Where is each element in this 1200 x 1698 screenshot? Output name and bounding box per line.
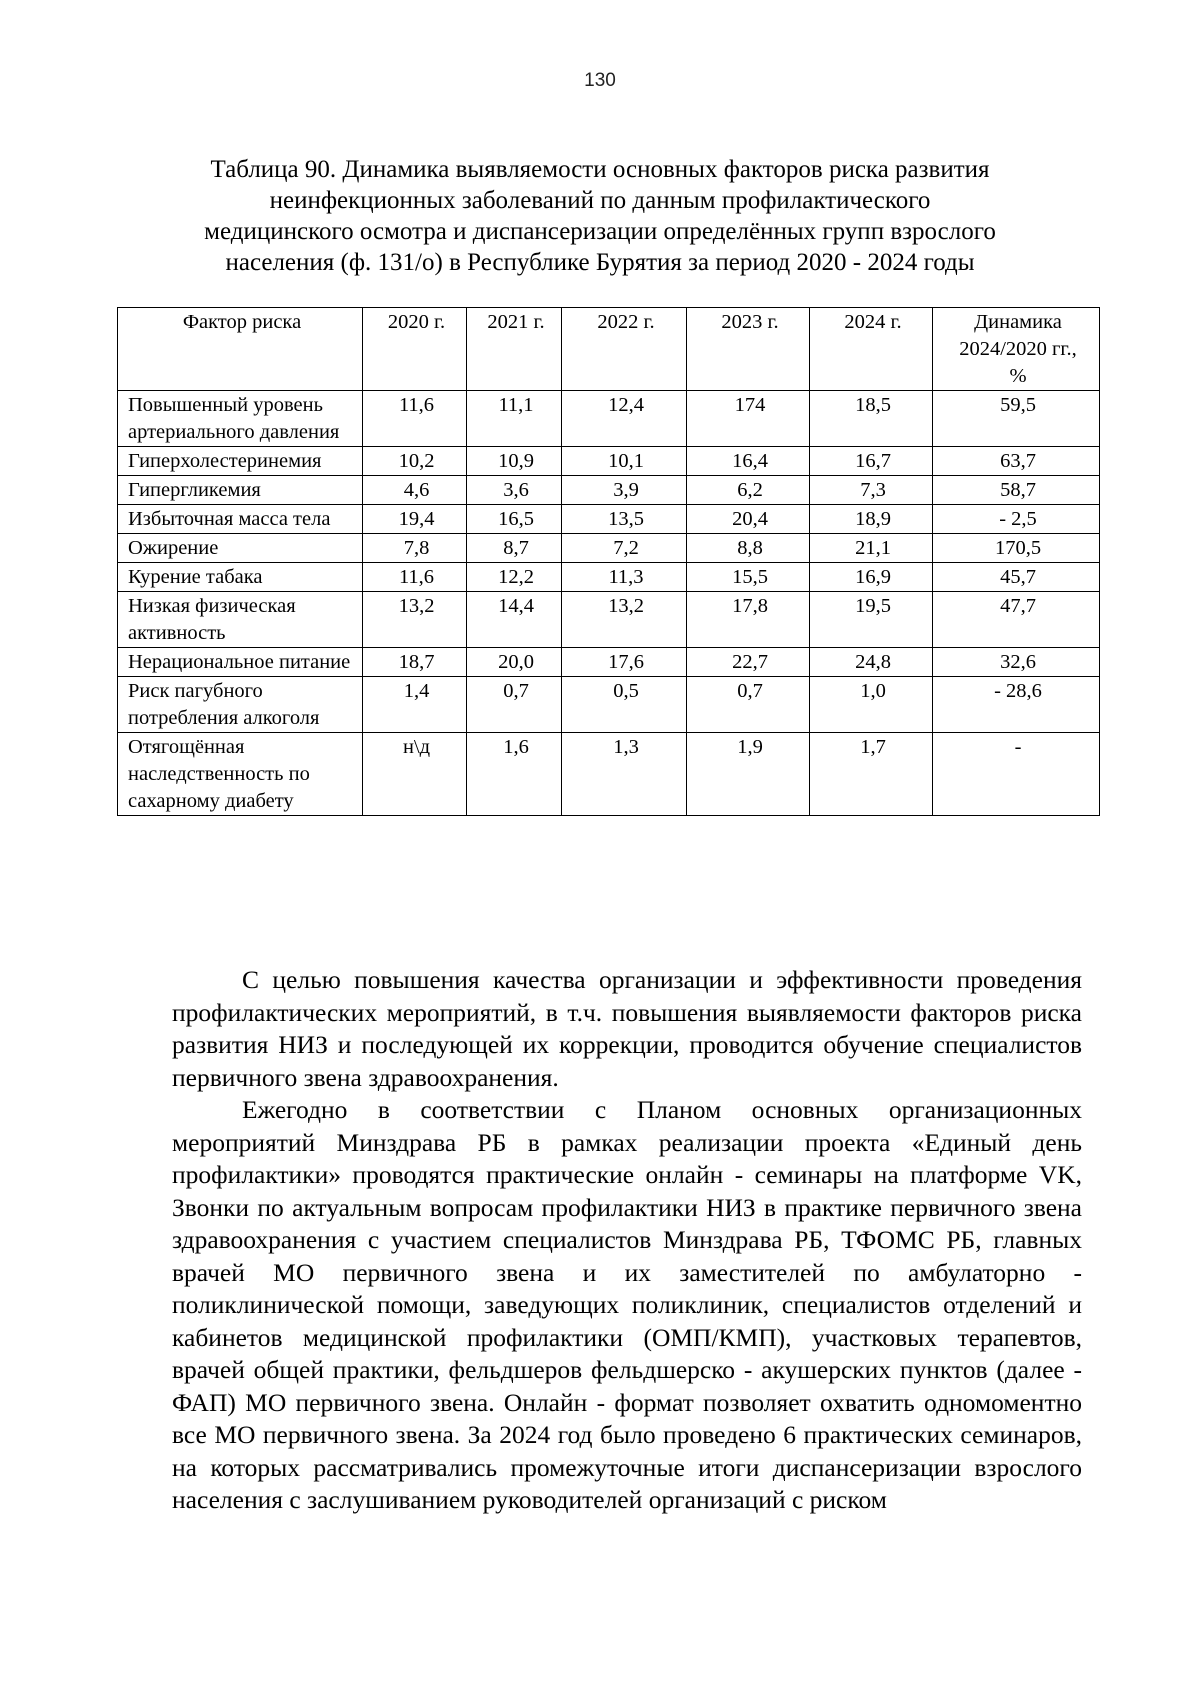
header-2021: 2021 г.	[467, 308, 562, 391]
value-cell: 16,4	[687, 447, 810, 476]
value-cell: 170,5	[933, 534, 1100, 563]
value-cell: 63,7	[933, 447, 1100, 476]
header-2022: 2022 г.	[562, 308, 687, 391]
value-cell: 15,5	[687, 563, 810, 592]
table-header-row	[118, 308, 1100, 391]
value-cell: -	[933, 733, 1100, 816]
value-cell: 8,7	[467, 534, 562, 563]
factor-cell: Курение табака	[118, 563, 363, 592]
value-cell: 10,9	[467, 447, 562, 476]
table-row	[118, 447, 1100, 476]
factor-cell: Риск пагубного потребления алкоголя	[118, 677, 363, 733]
value-cell: 19,5	[810, 592, 933, 648]
value-cell: 0,5	[562, 677, 687, 733]
value-cell: 45,7	[933, 563, 1100, 592]
table-row	[118, 391, 1100, 447]
value-cell: 7,3	[810, 476, 933, 505]
value-cell: 1,9	[687, 733, 810, 816]
factor-cell: Гиперхолестеринемия	[118, 447, 363, 476]
caption-line: медицинского осмотра и диспансеризации определённых групп взрослого	[204, 218, 996, 245]
value-cell: 8,8	[687, 534, 810, 563]
value-cell: 11,6	[363, 563, 467, 592]
value-cell: н\д	[363, 733, 467, 816]
value-cell: 4,6	[363, 476, 467, 505]
table-row	[118, 534, 1100, 563]
value-cell: 0,7	[687, 677, 810, 733]
value-cell: 0,7	[467, 677, 562, 733]
header-factor: Фактор риска	[118, 308, 363, 391]
value-cell: - 2,5	[933, 505, 1100, 534]
value-cell: 19,4	[363, 505, 467, 534]
caption-line: населения (ф. 131/о) в Республике Бурятия за период 2020 - 2024 годы	[225, 249, 975, 276]
factor-cell: Ожирение	[118, 534, 363, 563]
value-cell: 1,4	[363, 677, 467, 733]
value-cell: 13,2	[562, 592, 687, 648]
value-cell: 21,1	[810, 534, 933, 563]
header-2023: 2023 г.	[687, 308, 810, 391]
value-cell: 1,0	[810, 677, 933, 733]
value-cell: 59,5	[933, 391, 1100, 447]
value-cell: 13,2	[363, 592, 467, 648]
value-cell: 47,7	[933, 592, 1100, 648]
table-caption	[150, 154, 1050, 278]
factor-cell: Повышенный уровень артериального давления	[118, 391, 363, 447]
value-cell: 18,9	[810, 505, 933, 534]
table-row	[118, 648, 1100, 677]
header-2020: 2020 г.	[363, 308, 467, 391]
value-cell: 174	[687, 391, 810, 447]
table-row	[118, 563, 1100, 592]
factor-cell: Избыточная масса тела	[118, 505, 363, 534]
risk-factors-table	[117, 307, 1100, 816]
value-cell: 13,5	[562, 505, 687, 534]
paragraph: Ежегодно в соответствии с Планом основных организационных мероприятий Минздрава РБ в рамках реализации проекта «Единый день профилактики» проводятся практические онлайн - семинары на платформе VK, Звонки по актуальным вопросам профилактики НИЗ в практике первичного звена здравоохранения с участием специалистов Минздрава РБ, ТФОМС РБ, главных врачей МО первичного звена и их заместителей по амбулаторно - поликлинической помощи, заведующих поликлиник, специалистов отделений и кабинетов медицинской профилактики (ОМП/КМП), участковых терапевтов, врачей общей практики, фельдшеров фельдшерско - акушерских пунктов (далее - ФАП) МО первичного звена. Онлайн - формат позволяет охватить одномоментно все МО первичного звена. За 2024 год было проведено 6 практических семинаров, на которых рассматривались промежуточные итоги диспансеризации взрослого населения с заслушиванием руководителей организаций с риском	[172, 1095, 1082, 1514]
value-cell: 3,6	[467, 476, 562, 505]
value-cell: 7,8	[363, 534, 467, 563]
value-cell: 12,4	[562, 391, 687, 447]
value-cell: 58,7	[933, 476, 1100, 505]
value-cell: 10,2	[363, 447, 467, 476]
value-cell: 22,7	[687, 648, 810, 677]
value-cell: 7,2	[562, 534, 687, 563]
value-cell: 11,3	[562, 563, 687, 592]
table-row	[118, 476, 1100, 505]
factor-cell: Гипергликемия	[118, 476, 363, 505]
factor-cell: Нерациональное питание	[118, 648, 363, 677]
table-row	[118, 505, 1100, 534]
value-cell: 11,6	[363, 391, 467, 447]
value-cell: 3,9	[562, 476, 687, 505]
table-row	[118, 733, 1100, 816]
value-cell: 1,3	[562, 733, 687, 816]
value-cell: 24,8	[810, 648, 933, 677]
value-cell: 12,2	[467, 563, 562, 592]
value-cell: 18,7	[363, 648, 467, 677]
value-cell: 16,7	[810, 447, 933, 476]
value-cell: 17,6	[562, 648, 687, 677]
table-row	[118, 592, 1100, 648]
caption-line: неинфекционных заболеваний по данным профилактического	[269, 187, 931, 214]
value-cell: 32,6	[933, 648, 1100, 677]
header-2024: 2024 г.	[810, 308, 933, 391]
value-cell: 11,1	[467, 391, 562, 447]
value-cell: 6,2	[687, 476, 810, 505]
value-cell: 16,9	[810, 563, 933, 592]
factor-cell: Отягощённая наследственность по сахарному диабету	[118, 733, 363, 816]
page-number: 130	[584, 70, 616, 91]
value-cell: 18,5	[810, 391, 933, 447]
value-cell: - 28,6	[933, 677, 1100, 733]
header-dynamics: Динамика 2024/2020 гг., %	[933, 308, 1100, 391]
table-row	[118, 677, 1100, 733]
value-cell: 20,4	[687, 505, 810, 534]
value-cell: 14,4	[467, 592, 562, 648]
factor-cell: Низкая физическая активность	[118, 592, 363, 648]
value-cell: 16,5	[467, 505, 562, 534]
value-cell: 1,7	[810, 733, 933, 816]
paragraph: С целью повышения качества организации и эффективности проведения профилактических мероприятий, в т.ч. повышения выявляемости факторов риска развития НИЗ и последующей их коррекции, проводится обучение специалистов первичного звена здравоохранения.	[172, 965, 1082, 1092]
value-cell: 20,0	[467, 648, 562, 677]
value-cell: 1,6	[467, 733, 562, 816]
value-cell: 10,1	[562, 447, 687, 476]
body-text	[172, 964, 1082, 1517]
caption-line: Таблица 90. Динамика выявляемости основных факторов риска развития	[210, 156, 990, 183]
value-cell: 17,8	[687, 592, 810, 648]
